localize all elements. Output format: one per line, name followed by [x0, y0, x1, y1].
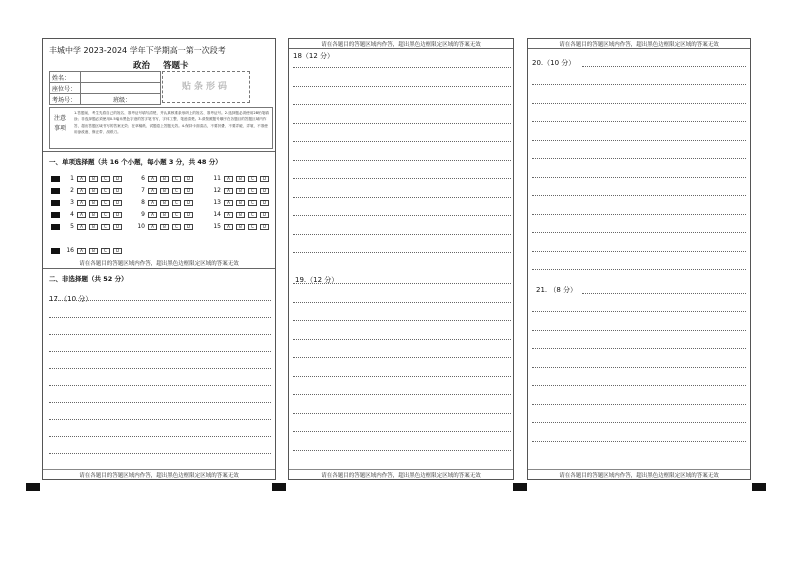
answer-line: [532, 385, 746, 386]
answer-line: [293, 431, 511, 432]
answer-bubble-a[interactable]: A: [224, 200, 233, 206]
answer-bubble-a[interactable]: A: [224, 188, 233, 194]
timing-mark: [51, 188, 60, 194]
answer-line: [582, 293, 746, 294]
answer-line: [49, 402, 271, 403]
timing-mark: [51, 248, 60, 254]
answer-bubble-c[interactable]: C: [101, 248, 110, 254]
room-label: 考场号：: [50, 94, 81, 105]
answer-bubble-d[interactable]: D: [260, 188, 269, 194]
answer-bubble-b[interactable]: B: [89, 224, 98, 230]
question-number: 1: [70, 175, 74, 182]
answer-line: [49, 385, 271, 386]
question-number: 3: [70, 199, 74, 206]
answer-bubble-a[interactable]: A: [77, 248, 86, 254]
notes-text: 1.答题前，考生先将自己的姓名、准考证号填写清楚，并认真核准条形码上的姓名、准考证号。2.选择题必须使用2B铅笔填涂；非选择题必须使用0.5毫米黑色字迹的签字笔书写，字体工整、笔迹清楚。3.请按照题号顺序在各题目的答题区域内作答，超出答题区域书写的答案无效；在草稿纸、试题卷上答题无效。4.保持卡面清洁，不要折叠、不要弄破、弄皱，不准使用涂改液、修正带、刮纸刀。: [74, 111, 269, 135]
answer-bubble-c[interactable]: C: [172, 176, 181, 182]
answer-bubble-a[interactable]: A: [77, 188, 86, 194]
answer-bubble-d[interactable]: D: [113, 176, 122, 182]
mc-question-row: [135, 199, 196, 206]
answer-line: [293, 394, 511, 395]
room-class-field[interactable]: [81, 94, 161, 105]
answer-bubble-b[interactable]: B: [236, 188, 245, 194]
mc-question-row: [51, 223, 125, 230]
answer-bubble-d[interactable]: D: [113, 188, 122, 194]
answer-bubble-b[interactable]: B: [160, 224, 169, 230]
answer-line: [532, 121, 746, 122]
section1-title: 一、单项选择题（共 16 个小题，每小题 3 分，共 48 分）: [49, 158, 222, 166]
answer-line: [293, 197, 511, 198]
divider: [528, 48, 750, 49]
answer-panel-2: [288, 38, 514, 480]
mc-question-row: [51, 199, 125, 206]
student-info-table: [49, 71, 161, 105]
q18-label: 18（12 分）: [293, 52, 335, 60]
mc-question-row: [135, 175, 196, 182]
answer-line: [49, 436, 271, 437]
answer-line: [532, 422, 746, 423]
notice-bottom: 请在各题目的答题区域内作答，超出黑色边框限定区域的答案无效: [43, 469, 275, 479]
answer-bubble-d[interactable]: D: [184, 188, 193, 194]
answer-line: [293, 141, 511, 142]
answer-bubble-b[interactable]: B: [89, 200, 98, 206]
answer-line: [293, 320, 511, 321]
seat-field[interactable]: [81, 83, 161, 94]
answer-line: [49, 300, 271, 301]
answer-bubble-d[interactable]: D: [184, 224, 193, 230]
mc-question-row: [51, 211, 125, 218]
answer-line: [49, 334, 271, 335]
answer-bubble-a[interactable]: A: [77, 212, 86, 218]
notes-box: [49, 107, 273, 149]
answer-line: [532, 214, 746, 215]
answer-bubble-c[interactable]: C: [248, 212, 257, 218]
question-number: 4: [70, 211, 74, 218]
alignment-marker: [26, 483, 40, 491]
answer-line: [293, 86, 511, 87]
answer-bubble-c[interactable]: C: [101, 212, 110, 218]
answer-bubble-a[interactable]: A: [224, 224, 233, 230]
notice-top: 请在各题目的答题区域内作答，超出黑色边框限定区域的答案无效: [321, 42, 481, 48]
answer-line: [532, 177, 746, 178]
answer-line: [532, 140, 746, 141]
question-number: 5: [70, 223, 74, 230]
answer-line: [293, 104, 511, 105]
timing-mark: [51, 200, 60, 206]
answer-bubble-c[interactable]: C: [248, 200, 257, 206]
answer-bubble-b[interactable]: B: [160, 200, 169, 206]
answer-bubble-b[interactable]: B: [236, 224, 245, 230]
question-number: 8: [141, 199, 145, 206]
answer-line: [532, 103, 746, 104]
answer-line: [49, 419, 271, 420]
q20-label: 20.（10 分）: [532, 59, 576, 67]
name-label: 姓名：: [50, 72, 81, 83]
notice-mid: 请在各题目的答题区域内作答，超出黑色边框限定区域的答案无效: [79, 261, 239, 267]
answer-line: [293, 376, 511, 377]
answer-bubble-d[interactable]: D: [260, 200, 269, 206]
answer-bubble-a[interactable]: A: [77, 200, 86, 206]
answer-line: [49, 453, 271, 454]
question-number: 13: [213, 199, 221, 206]
answer-line: [532, 251, 746, 252]
answer-line: [582, 66, 746, 67]
question-number: 14: [213, 211, 221, 218]
answer-line: [293, 215, 511, 216]
answer-bubble-d[interactable]: D: [184, 176, 193, 182]
answer-line: [293, 357, 511, 358]
answer-line: [293, 413, 511, 414]
notice-bottom: 请在各题目的答题区域内作答，超出黑色边框限定区域的答案无效: [528, 469, 750, 479]
answer-bubble-a[interactable]: A: [148, 224, 157, 230]
answer-line: [49, 317, 271, 318]
answer-bubble-d[interactable]: D: [184, 200, 193, 206]
q21-label: 21. （8 分）: [536, 286, 578, 294]
answer-bubble-a[interactable]: A: [148, 200, 157, 206]
answer-line: [532, 269, 746, 270]
class-label: 班级：: [113, 96, 132, 104]
question-number: 10: [137, 223, 145, 230]
notice-bottom: 请在各题目的答题区域内作答，超出黑色边框限定区域的答案无效: [289, 469, 513, 479]
answer-line: [293, 450, 511, 451]
question-number: 12: [213, 187, 221, 194]
subject-label: 政治: [133, 61, 151, 71]
question-number: 16: [66, 247, 74, 254]
alignment-marker: [272, 483, 286, 491]
answer-bubble-a[interactable]: A: [224, 212, 233, 218]
answer-line: [293, 160, 511, 161]
mc-question-row: [211, 223, 272, 230]
mc-question-row: [211, 175, 272, 182]
answer-line: [293, 252, 511, 253]
answer-line: [532, 158, 746, 159]
answer-bubble-b[interactable]: B: [89, 248, 98, 254]
question-number: 11: [213, 175, 221, 182]
answer-line: [532, 84, 746, 85]
answer-bubble-c[interactable]: C: [172, 224, 181, 230]
answer-bubble-c[interactable]: C: [172, 212, 181, 218]
answer-line: [293, 234, 511, 235]
divider: [289, 48, 513, 49]
answer-bubble-b[interactable]: B: [160, 188, 169, 194]
answer-bubble-a[interactable]: A: [148, 188, 157, 194]
exam-title: 丰城中学 2023-2024 学年下学期高一第一次段考: [49, 46, 226, 55]
answer-bubble-d[interactable]: D: [113, 248, 122, 254]
question-number: 9: [141, 211, 145, 218]
answer-bubble-b[interactable]: B: [236, 212, 245, 218]
mc-question-row: [135, 211, 196, 218]
answer-line: [532, 348, 746, 349]
answer-bubble-b[interactable]: B: [160, 212, 169, 218]
answer-bubble-c[interactable]: C: [101, 176, 110, 182]
answer-line: [532, 441, 746, 442]
mc-question-row: [51, 187, 125, 194]
answer-line: [293, 302, 511, 303]
answer-panel-3: [527, 38, 751, 480]
sheet-label: 答题卡: [163, 61, 189, 71]
mc-question-row: [51, 175, 125, 182]
answer-bubble-d[interactable]: D: [113, 224, 122, 230]
answer-bubble-a[interactable]: A: [148, 176, 157, 182]
question-number: 7: [141, 187, 145, 194]
answer-line: [532, 195, 746, 196]
alignment-marker: [752, 483, 766, 491]
answer-bubble-d[interactable]: D: [260, 224, 269, 230]
answer-line: [49, 351, 271, 352]
answer-bubble-b[interactable]: B: [89, 188, 98, 194]
mc-question-row: [135, 187, 196, 194]
notes-label: 注意事项: [54, 115, 67, 132]
answer-bubble-d[interactable]: D: [260, 212, 269, 218]
answer-bubble-c[interactable]: C: [101, 224, 110, 230]
answer-bubble-d[interactable]: D: [113, 200, 122, 206]
mc-question-row: [51, 247, 125, 254]
answer-line: [293, 283, 511, 284]
notice-top: 请在各题目的答题区域内作答，超出黑色边框限定区域的答案无效: [559, 42, 719, 48]
mc-question-row: [211, 199, 272, 206]
barcode-area: 贴条形码: [162, 71, 250, 103]
answer-bubble-a[interactable]: A: [148, 212, 157, 218]
answer-panel-1: [42, 38, 276, 480]
answer-bubble-d[interactable]: D: [260, 176, 269, 182]
answer-bubble-c[interactable]: C: [101, 188, 110, 194]
mc-question-row: [211, 211, 272, 218]
answer-bubble-a[interactable]: A: [77, 176, 86, 182]
timing-mark: [51, 212, 60, 218]
answer-line: [49, 368, 271, 369]
answer-bubble-b[interactable]: B: [89, 212, 98, 218]
answer-bubble-b[interactable]: B: [89, 176, 98, 182]
answer-line: [532, 311, 746, 312]
seat-label: 座位号：: [50, 83, 81, 94]
name-field[interactable]: [81, 72, 161, 83]
answer-bubble-b[interactable]: B: [160, 176, 169, 182]
answer-bubble-c[interactable]: C: [248, 224, 257, 230]
answer-bubble-c[interactable]: C: [101, 200, 110, 206]
answer-bubble-c[interactable]: C: [248, 176, 257, 182]
answer-line: [532, 404, 746, 405]
divider: [43, 151, 275, 152]
answer-line: [293, 67, 511, 68]
mc-question-row: [135, 223, 196, 230]
answer-bubble-c[interactable]: C: [248, 188, 257, 194]
answer-bubble-d[interactable]: D: [113, 212, 122, 218]
divider: [43, 268, 275, 269]
answer-bubble-c[interactable]: C: [172, 200, 181, 206]
answer-bubble-c[interactable]: C: [172, 188, 181, 194]
question-number: 2: [70, 187, 74, 194]
answer-line: [532, 367, 746, 368]
timing-mark: [51, 224, 60, 230]
answer-line: [293, 123, 511, 124]
q17-label: 17.（10 分）: [49, 295, 93, 303]
answer-bubble-b[interactable]: B: [236, 200, 245, 206]
answer-line: [532, 232, 746, 233]
answer-line: [293, 339, 511, 340]
question-number: 15: [213, 223, 221, 230]
answer-bubble-b[interactable]: B: [236, 176, 245, 182]
answer-line: [293, 178, 511, 179]
answer-bubble-d[interactable]: D: [184, 212, 193, 218]
q19-label: 19.（12 分）: [295, 276, 339, 284]
alignment-marker: [513, 483, 527, 491]
timing-mark: [51, 176, 60, 182]
answer-line: [532, 330, 746, 331]
mc-question-row: [211, 187, 272, 194]
section2-title: 二、非选择题（共 52 分）: [49, 275, 128, 283]
answer-bubble-a[interactable]: A: [224, 176, 233, 182]
question-number: 6: [141, 175, 145, 182]
answer-bubble-a[interactable]: A: [77, 224, 86, 230]
